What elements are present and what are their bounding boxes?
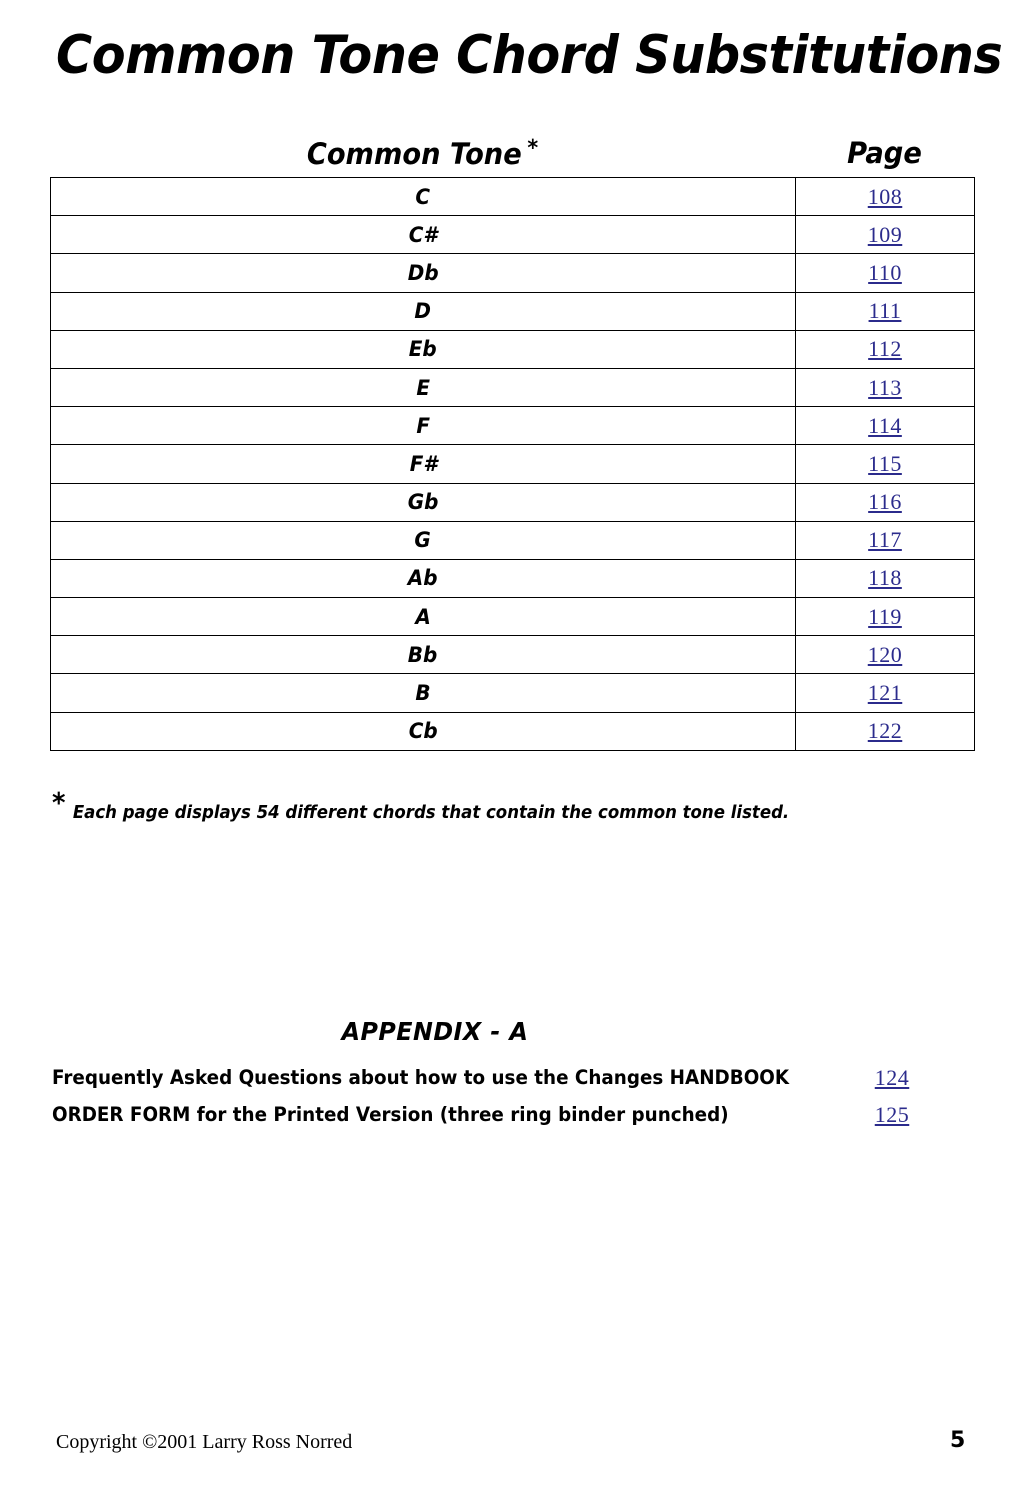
tone-cell bbox=[51, 445, 796, 483]
footnote-marker-icon: * bbox=[527, 136, 539, 161]
appendix-page-link[interactable]: 124 bbox=[874, 1065, 910, 1090]
common-tone-table bbox=[50, 177, 975, 751]
table-row bbox=[51, 292, 975, 330]
tone-cell bbox=[51, 559, 796, 597]
tone-label: Eb bbox=[409, 337, 437, 362]
copyright-notice: Copyright ©2001 Larry Ross Norred bbox=[56, 1431, 353, 1453]
page-link[interactable]: 117 bbox=[868, 527, 902, 553]
tone-cell bbox=[51, 254, 796, 292]
tone-label: B bbox=[415, 681, 431, 706]
page-cell bbox=[796, 178, 975, 216]
tone-label: C bbox=[415, 184, 431, 209]
footer-page-number: 5 bbox=[950, 1428, 966, 1453]
page-link[interactable]: 122 bbox=[867, 718, 903, 744]
table-row bbox=[51, 254, 975, 292]
column-header-common-tone bbox=[72, 136, 772, 171]
page-cell bbox=[796, 712, 975, 750]
table-row bbox=[51, 712, 975, 750]
table-row bbox=[51, 636, 975, 674]
footnote bbox=[52, 786, 789, 823]
page-link[interactable]: 108 bbox=[867, 183, 903, 209]
page-cell bbox=[796, 483, 975, 521]
table-row bbox=[51, 216, 975, 254]
tone-cell bbox=[51, 368, 796, 406]
page-link[interactable]: 120 bbox=[867, 641, 903, 667]
page-link[interactable]: 116 bbox=[868, 489, 902, 515]
table-row bbox=[51, 674, 975, 712]
table-row bbox=[51, 598, 975, 636]
table-header bbox=[50, 136, 974, 176]
tone-cell bbox=[51, 216, 796, 254]
tone-label: Ab bbox=[408, 566, 438, 591]
table-row bbox=[51, 521, 975, 559]
page-cell bbox=[796, 216, 975, 254]
tone-label: C# bbox=[408, 222, 438, 247]
column-header-page: Page bbox=[847, 136, 922, 170]
column-header-common-tone-label: Common Tone bbox=[306, 137, 522, 171]
tone-cell bbox=[51, 330, 796, 368]
page-cell bbox=[796, 445, 975, 483]
page-link[interactable]: 119 bbox=[868, 603, 902, 629]
tone-label: Db bbox=[407, 260, 439, 285]
table-row bbox=[51, 559, 975, 597]
common-tone-table-body bbox=[51, 178, 975, 751]
list-item bbox=[52, 1059, 922, 1096]
appendix-entry-label: ORDER FORM for the Printed Version (three ring binder punched) bbox=[52, 1103, 729, 1126]
table-row bbox=[51, 178, 975, 216]
page-cell bbox=[796, 674, 975, 712]
page-cell bbox=[796, 368, 975, 406]
page-link[interactable]: 121 bbox=[867, 680, 903, 706]
tone-cell bbox=[51, 636, 796, 674]
tone-cell bbox=[51, 598, 796, 636]
page-link[interactable]: 111 bbox=[868, 298, 902, 324]
tone-label: F bbox=[416, 413, 430, 438]
page-cell bbox=[796, 292, 975, 330]
tone-cell bbox=[51, 292, 796, 330]
table-row bbox=[51, 330, 975, 368]
table-row bbox=[51, 407, 975, 445]
tone-cell bbox=[51, 674, 796, 712]
page-link[interactable]: 115 bbox=[868, 450, 902, 476]
tone-label: D bbox=[414, 299, 432, 324]
page-title: Common Tone Chord Substitutions bbox=[56, 25, 1003, 86]
tone-label: E bbox=[416, 375, 430, 400]
page-cell bbox=[796, 598, 975, 636]
page-link[interactable]: 113 bbox=[868, 374, 902, 400]
page-cell bbox=[796, 407, 975, 445]
page-link[interactable]: 112 bbox=[868, 336, 902, 362]
page-cell bbox=[796, 559, 975, 597]
page-link[interactable]: 110 bbox=[868, 259, 902, 285]
tone-cell bbox=[51, 483, 796, 521]
tone-cell bbox=[51, 712, 796, 750]
tone-cell bbox=[51, 407, 796, 445]
page-link[interactable]: 114 bbox=[868, 412, 902, 438]
page-link[interactable]: 118 bbox=[868, 565, 902, 591]
page-cell bbox=[796, 254, 975, 292]
tone-label: Bb bbox=[408, 642, 438, 667]
appendix-list bbox=[52, 1059, 922, 1133]
asterisk-icon: * bbox=[52, 786, 66, 819]
tone-label: A bbox=[415, 604, 431, 629]
appendix-entry-label: Frequently Asked Questions about how to use the Changes HANDBOOK bbox=[52, 1066, 790, 1089]
tone-cell bbox=[51, 178, 796, 216]
footnote-text: Each page displays 54 different chords that contain the common tone listed. bbox=[72, 802, 790, 823]
tone-label: G bbox=[414, 528, 432, 553]
tone-label: Gb bbox=[407, 490, 439, 515]
tone-label: Cb bbox=[408, 719, 438, 744]
page-cell bbox=[796, 521, 975, 559]
tone-label: F# bbox=[409, 451, 437, 476]
page-link[interactable]: 109 bbox=[867, 221, 903, 247]
tone-cell bbox=[51, 521, 796, 559]
table-row bbox=[51, 368, 975, 406]
appendix-page-link[interactable]: 125 bbox=[874, 1102, 910, 1127]
table-row bbox=[51, 445, 975, 483]
table-row bbox=[51, 483, 975, 521]
page-cell bbox=[796, 330, 975, 368]
page-cell bbox=[796, 636, 975, 674]
list-item bbox=[52, 1096, 922, 1133]
appendix-heading: APPENDIX - A bbox=[341, 1017, 529, 1046]
